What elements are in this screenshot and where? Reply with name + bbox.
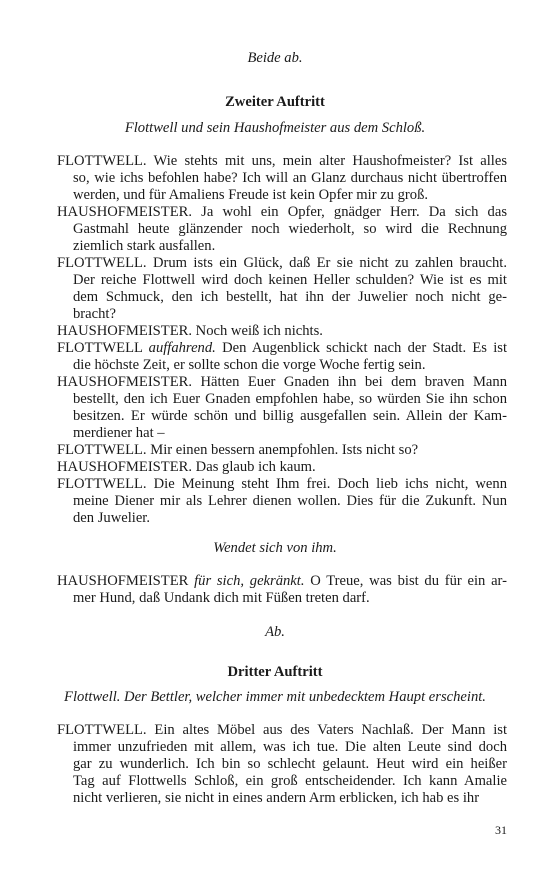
speech-line <box>57 391 507 408</box>
speech-text: so, wie ichs befohlen habe? Ich will an Glanz durchaus nicht übertroffen <box>73 170 507 186</box>
speech-text: immer unzufrieden mit allem, was ich tue. Die alten Leute sind doch <box>73 739 507 755</box>
speech-text: meine Diener mir als Lehrer dienen wollen. Dies für die Zukunft. Nun <box>73 493 507 509</box>
speech-text: bestellt, den ich Euer Gnaden empfohlen habe, so würden Sie ihn schon <box>73 391 507 407</box>
speech-text: Der reiche Flottwell wird doch keinen Heller schulden? Wie ist es mit <box>73 272 507 288</box>
page-number: 31 <box>495 823 507 837</box>
speech <box>57 374 507 442</box>
speech-line <box>57 790 507 807</box>
speech-text: Tag auf Flottwells Schloß, ein groß entscheidender. Ich kann Amalie <box>73 773 507 789</box>
speech <box>57 442 507 459</box>
speech <box>57 255 507 323</box>
speech-line <box>57 374 507 391</box>
speaker-name: FLOTTWELL. <box>57 255 147 271</box>
stage-direction: Wendet sich von ihm. <box>213 540 337 556</box>
speech-text: gar zu wunderlich. Ich bin so schlecht gelaunt. Heut wird ein heißer <box>73 756 507 772</box>
speaker-name: HAUSHOFMEISTER. <box>57 374 193 390</box>
speech-text: den Juwelier. <box>73 510 151 526</box>
stage-direction: Beide ab. <box>247 50 303 66</box>
speech-line <box>57 425 507 442</box>
speaker-name: FLOTTWELL. <box>57 153 147 169</box>
speaker-name: FLOTTWELL <box>57 340 143 356</box>
speech-line <box>57 289 507 306</box>
speech-line <box>57 476 507 493</box>
speech-text: Den Augenblick schickt nach der Stadt. Es ist <box>222 340 508 356</box>
speech <box>57 459 507 476</box>
speech-line <box>57 773 507 790</box>
speech <box>57 573 507 607</box>
speech-line <box>57 722 507 739</box>
stage-direction: Ab. <box>265 624 285 640</box>
speech-text: dem Schmuck, den ich bestellt, hat ihn der Juwelier noch nicht ge- <box>73 289 507 305</box>
speech-line <box>57 306 507 323</box>
speech-line <box>57 573 507 590</box>
speech-line <box>57 459 507 476</box>
speech-line <box>57 255 507 272</box>
speech-line <box>57 510 507 527</box>
speech-text: Drum ists ein Glück, daß Er sie nicht zu zahlen braucht. <box>152 255 507 271</box>
speech <box>57 153 507 204</box>
speech-line <box>57 272 507 289</box>
speech-text: Wie stehts mit uns, mein alter Haushofmeister? Ist alles <box>153 153 507 169</box>
speech-text: Die Meinung steht Ihm frei. Doch lieb ichs nicht, wenn <box>153 476 507 492</box>
speaker-name: FLOTTWELL. <box>57 442 147 458</box>
speech-text: mer Hund, daß Undank dich mit Füßen treten darf. <box>73 590 370 606</box>
speech-text: nicht verlieren, sie nicht in eines andern Arm erblicken, ich hab es ihr <box>73 790 480 806</box>
speech-line <box>57 739 507 756</box>
speech-text: Das glaub ich kaum. <box>195 459 316 475</box>
speaker-name: FLOTTWELL. <box>57 722 147 738</box>
speaker-name: HAUSHOFMEISTER. <box>57 323 193 339</box>
speaker-name: HAUSHOFMEISTER. <box>57 204 193 220</box>
speech-text: Hätten Euer Gnaden ihn bei dem braven Mann <box>200 374 507 390</box>
speech-text: die höchste Zeit, er sollte schon die vorge Woche fertig sein. <box>73 357 426 373</box>
scene-cast: Flottwell. Der Bettler, welcher immer mit unbedecktem Haupt erscheint. <box>64 689 486 705</box>
speech-line <box>57 340 507 357</box>
speech-line <box>57 187 507 204</box>
speech-line <box>57 238 507 255</box>
speech <box>57 323 507 340</box>
speech <box>57 340 507 374</box>
speech-text: ziemlich stark ausfallen. <box>73 238 216 254</box>
speech-line <box>57 204 507 221</box>
stage-direction-inline: für sich, gekränkt. <box>194 573 305 589</box>
speech-line <box>57 493 507 510</box>
speech-text: bracht? <box>73 306 116 322</box>
speech-text: Gastmahl heute glänzender noch wiederholt, so wird die Rechnung <box>73 221 507 237</box>
scene-title: Dritter Auftritt <box>227 664 323 680</box>
speaker-name: HAUSHOFMEISTER <box>57 573 189 589</box>
speech-line <box>57 408 507 425</box>
speaker-name: FLOTTWELL. <box>57 476 147 492</box>
speech-line <box>57 323 507 340</box>
speech <box>57 476 507 527</box>
speech-text: Ja wohl ein Opfer, gnädger Herr. Da sich das <box>201 204 507 220</box>
speech-text: werden, und für Amaliens Freude ist kein Opfer mir zu groß. <box>73 187 429 203</box>
speaker-name: HAUSHOFMEISTER. <box>57 459 193 475</box>
speech-text: Noch weiß ich nichts. <box>195 323 323 339</box>
speech-line <box>57 221 507 238</box>
speech-line <box>57 357 507 374</box>
speech-line <box>57 442 507 459</box>
speech-line <box>57 153 507 170</box>
scene-title: Zweiter Auftritt <box>225 94 325 110</box>
speech-text: Ein altes Möbel aus des Vaters Nachlaß. Der Mann ist <box>154 722 507 738</box>
scene-cast: Flottwell und sein Haushofmeister aus dem Schloß. <box>124 120 426 136</box>
speech-line <box>57 590 507 607</box>
speech-text: merdiener hat – <box>73 425 165 441</box>
speech <box>57 722 507 807</box>
speech <box>57 204 507 255</box>
speech-text: Mir einen bessern anempfohlen. Ists nicht so? <box>150 442 419 458</box>
speech-text: O Treue, was bist du für ein ar- <box>310 573 507 589</box>
speech-line <box>57 756 507 773</box>
speech-text: besitzen. Er würde schön und billig ausgefallen sein. Allein der Kam- <box>73 408 507 424</box>
stage-direction-inline: auffahrend. <box>148 340 216 356</box>
speech-line <box>57 170 507 187</box>
